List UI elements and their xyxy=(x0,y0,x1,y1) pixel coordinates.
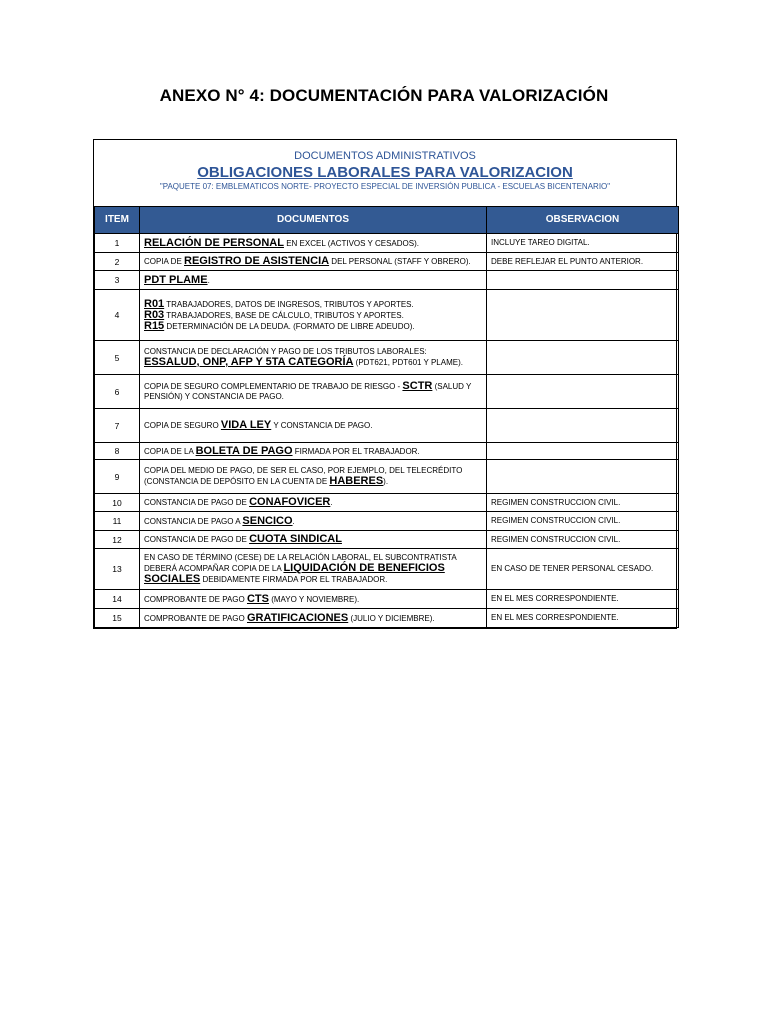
doc-text: DEL PERSONAL (STAFF Y OBRERO). xyxy=(329,257,471,266)
table-row xyxy=(95,549,679,590)
row-observacion xyxy=(487,460,679,494)
doc-line xyxy=(144,357,482,368)
row-documento xyxy=(140,271,487,290)
row-observacion: EN EL MES CORRESPONDIENTE. xyxy=(487,609,679,628)
doc-keyword: SCTR xyxy=(402,380,433,392)
doc-text: COMPROBANTE DE PAGO xyxy=(144,613,247,623)
row-documento xyxy=(140,290,487,341)
row-observacion: REGIMEN CONSTRUCCION CIVIL. xyxy=(487,531,679,549)
table-row xyxy=(95,290,679,341)
row-observacion xyxy=(487,290,679,341)
row-documento xyxy=(140,590,487,609)
documents-table xyxy=(94,206,679,628)
table-row xyxy=(95,341,679,375)
doc-keyword: R15 xyxy=(144,319,165,332)
doc-text: CONSTANCIA DE DECLARACIÓN Y PAGO DE LOS TRIBUTOS LABORALES: xyxy=(144,347,427,356)
row-documento xyxy=(140,549,487,590)
doc-keyword: BOLETA DE PAGO xyxy=(195,444,293,457)
doc-text: . xyxy=(330,498,333,507)
row-item: 13 xyxy=(95,549,140,590)
row-observacion xyxy=(487,375,679,409)
row-documento xyxy=(140,409,487,443)
doc-text: . xyxy=(292,516,295,526)
header-main-title: OBLIGACIONES LABORALES PARA VALORIZACION xyxy=(197,164,573,181)
doc-text: EN CASO DE TÉRMINO (CESE) DE LA RELACIÓN LABORAL, EL SUBCONTRATISTA xyxy=(144,553,457,562)
doc-text: (PDT621, PDT601 Y PLAME). xyxy=(353,358,463,367)
doc-text: FIRMADA POR EL TRABAJADOR. xyxy=(292,446,420,456)
header-subtitle: "PAQUETE 07: EMBLEMATICOS NORTE- PROYECTO ESPECIAL DE INVERSIÓN PUBLICA - ESCUELAS BICENTENARIO" xyxy=(159,182,611,191)
doc-text: COPIA DE xyxy=(144,257,185,266)
row-item: 8 xyxy=(95,443,140,460)
doc-text: DEBERÁ ACOMPAÑAR COPIA DE LA xyxy=(144,564,284,573)
doc-text: TRABAJADORES, BASE DE CÁLCULO, TRIBUTOS Y APORTES. xyxy=(164,310,404,320)
doc-text: (JULIO Y DICIEMBRE). xyxy=(348,613,435,623)
header-supertitle: DOCUMENTOS ADMINISTRATIVOS xyxy=(294,150,476,162)
doc-text: COPIA DE SEGURO xyxy=(144,421,221,430)
doc-text: (CONSTANCIA DE DEPÓSITO EN LA CUENTA DE xyxy=(144,477,330,486)
row-documento xyxy=(140,609,487,628)
row-observacion xyxy=(487,443,679,460)
table-header-row xyxy=(95,207,679,234)
table-row xyxy=(95,494,679,512)
doc-line xyxy=(144,574,482,585)
doc-text: COMPROBANTE DE PAGO xyxy=(144,594,247,604)
row-documento xyxy=(140,512,487,531)
doc-text: CONSTANCIA DE PAGO DE xyxy=(144,498,250,507)
row-item: 2 xyxy=(95,253,140,271)
row-item: 6 xyxy=(95,375,140,409)
row-observacion xyxy=(487,341,679,375)
table-row xyxy=(95,234,679,253)
row-item: 5 xyxy=(95,341,140,375)
table-row xyxy=(95,609,679,628)
doc-keyword: PDT PLAME xyxy=(144,273,208,286)
doc-keyword: LIQUIDACIÓN DE BENEFICIOS xyxy=(283,562,445,574)
doc-text: EN EXCEL (ACTIVOS Y CESADOS). xyxy=(283,238,419,248)
doc-keyword: SOCIALES xyxy=(144,573,201,585)
row-observacion xyxy=(487,409,679,443)
doc-text: DETERMINACIÓN DE LA DEUDA. (FORMATO DE LIBRE ADEUDO). xyxy=(164,321,415,331)
row-item: 9 xyxy=(95,460,140,494)
doc-keyword: REGISTRO DE ASISTENCIA xyxy=(184,255,330,267)
doc-text: (MAYO Y NOVIEMBRE). xyxy=(268,594,360,604)
row-item: 11 xyxy=(95,512,140,531)
row-observacion xyxy=(487,271,679,290)
doc-line xyxy=(144,310,482,321)
column-header-item: ITEM xyxy=(95,207,140,234)
table-row xyxy=(95,590,679,609)
row-documento xyxy=(140,531,487,549)
doc-text: COPIA DE SEGURO COMPLEMENTARIO DE TRABAJO DE RIESGO - xyxy=(144,382,403,391)
row-observacion: EN EL MES CORRESPONDIENTE. xyxy=(487,590,679,609)
doc-text: CONSTANCIA DE PAGO DE xyxy=(144,535,250,544)
doc-text: COPIA DE LA xyxy=(144,446,196,456)
row-documento xyxy=(140,234,487,253)
row-observacion: EN CASO DE TENER PERSONAL CESADO. xyxy=(487,549,679,590)
row-observacion: DEBE REFLEJAR EL PUNTO ANTERIOR. xyxy=(487,253,679,271)
doc-keyword: RELACIÓN DE PERSONAL xyxy=(144,236,284,249)
doc-keyword: CONAFOVICER xyxy=(249,496,331,508)
table-row xyxy=(95,253,679,271)
doc-text: ). xyxy=(383,477,389,486)
row-observacion: REGIMEN CONSTRUCCION CIVIL. xyxy=(487,512,679,531)
doc-keyword: R01 xyxy=(144,297,165,310)
doc-text: Y CONSTANCIA DE PAGO. xyxy=(271,421,373,430)
table-row xyxy=(95,375,679,409)
row-observacion: INCLUYE TAREO DIGITAL. xyxy=(487,234,679,253)
row-item: 7 xyxy=(95,409,140,443)
row-item: 3 xyxy=(95,271,140,290)
doc-line xyxy=(144,299,482,310)
row-documento xyxy=(140,460,487,494)
doc-text: TRABAJADORES, DATOS DE INGRESOS, TRIBUTOS Y APORTES. xyxy=(164,299,414,309)
doc-keyword: CUOTA SINDICAL xyxy=(249,533,342,545)
doc-keyword: R03 xyxy=(144,308,165,321)
table-row xyxy=(95,460,679,494)
document-title: ANEXO N° 4: DOCUMENTACIÓN PARA VALORIZACIÓN xyxy=(159,86,609,105)
column-header-documentos: DOCUMENTOS xyxy=(140,207,487,234)
row-item: 12 xyxy=(95,531,140,549)
table-row xyxy=(95,512,679,531)
table-row xyxy=(95,271,679,290)
row-item: 10 xyxy=(95,494,140,512)
doc-keyword: CTS xyxy=(246,592,269,605)
row-documento xyxy=(140,375,487,409)
row-item: 14 xyxy=(95,590,140,609)
doc-line xyxy=(144,476,482,487)
table-row xyxy=(95,409,679,443)
table-row xyxy=(95,531,679,549)
doc-text: CONSTANCIA DE PAGO A xyxy=(144,516,243,526)
valorizacion-sheet xyxy=(93,139,677,629)
sheet-header xyxy=(94,140,676,206)
row-documento xyxy=(140,494,487,512)
row-documento xyxy=(140,253,487,271)
doc-keyword: HABERES xyxy=(329,475,384,487)
doc-text: DEBIDAMENTE FIRMADA POR EL TRABAJADOR. xyxy=(200,575,388,584)
column-header-observacion: OBSERVACION xyxy=(487,207,679,234)
doc-text: COPIA DEL MEDIO DE PAGO, DE SER EL CASO, POR EJEMPLO, DEL TELECRÉDITO xyxy=(144,466,463,475)
doc-keyword: ESSALUD, ONP, AFP Y 5TA CATEGORÍA xyxy=(144,356,354,368)
doc-keyword: GRATIFICACIONES xyxy=(246,611,349,624)
table-row xyxy=(95,443,679,460)
row-documento xyxy=(140,443,487,460)
row-item: 4 xyxy=(95,290,140,341)
doc-text: (SALUD Y PENSIÓN) Y CONSTANCIA DE PAGO. xyxy=(144,382,472,401)
doc-keyword: VIDA LEY xyxy=(220,419,272,431)
row-documento xyxy=(140,341,487,375)
row-item: 1 xyxy=(95,234,140,253)
doc-line xyxy=(144,321,482,332)
row-observacion: REGIMEN CONSTRUCCION CIVIL. xyxy=(487,494,679,512)
row-item: 15 xyxy=(95,609,140,628)
doc-keyword: SENCICO xyxy=(242,514,293,527)
doc-text: . xyxy=(207,275,210,285)
